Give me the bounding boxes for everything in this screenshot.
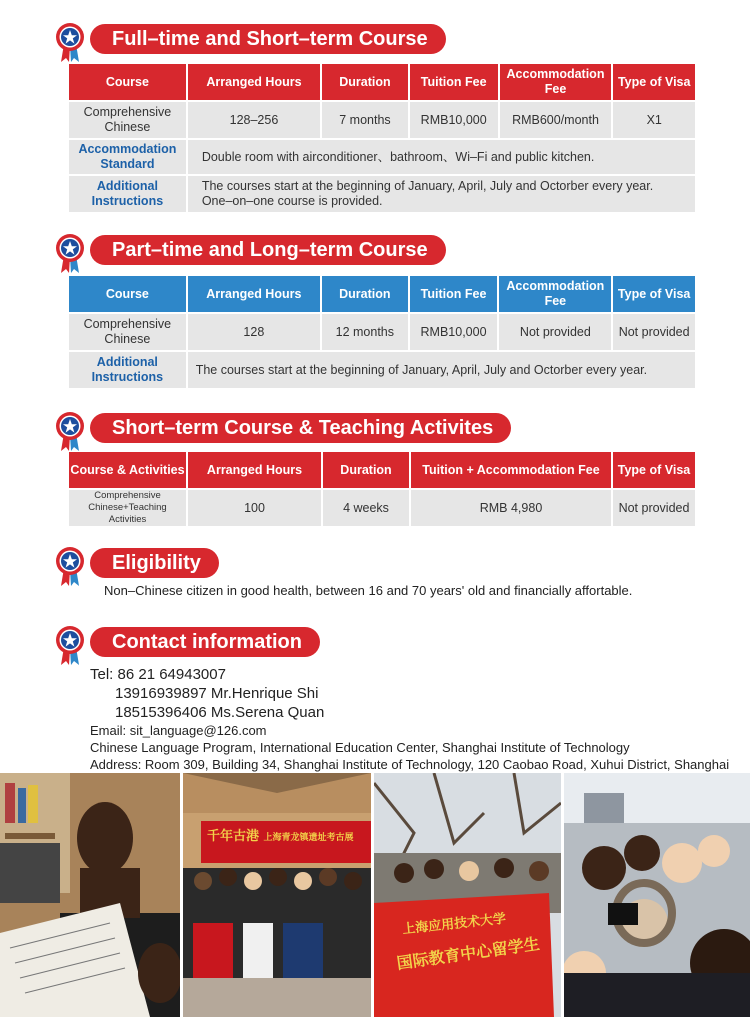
table-cell: RMB 4,980	[411, 490, 611, 526]
section-title: Short–term Course & Teaching Activites	[90, 413, 511, 443]
table-cell: Not provided	[613, 314, 695, 350]
header-cell: Type of Visa	[613, 452, 695, 488]
section-title: Contact information	[90, 627, 320, 657]
tel-number: 18515396406 Ms.Serena Quan	[115, 704, 325, 721]
star-ribbon-icon	[55, 625, 85, 665]
header-cell: Duration	[323, 452, 409, 488]
photo-group-flag-image	[374, 773, 561, 1017]
table-cell: Comprehensive Chinese	[69, 102, 186, 138]
additional-line: The courses start at the beginning of January, April, July and Octorber every year.	[201, 179, 654, 193]
photo-group-flag	[374, 773, 561, 1017]
table-cell: 128	[188, 314, 320, 350]
banner-title-main: 千年古港	[207, 829, 260, 844]
star-ribbon-icon	[55, 22, 85, 62]
address-line: Address: Room 309, Building 34, Shanghai Institute of Technology, 120 Caobao Road, Xuhui District, Shanghai	[90, 757, 730, 772]
photo-student-reading	[0, 773, 180, 1017]
photo-student-reading-image	[0, 773, 180, 1017]
table-row	[69, 176, 695, 212]
photo-strip	[0, 773, 750, 1017]
star-ribbon-icon	[55, 411, 85, 451]
header-cell: Tuition + Accommodation Fee	[411, 452, 611, 488]
flag-text-line2: 国际教育中心留学生	[395, 934, 541, 973]
header-cell: Accommodation Fee	[500, 64, 612, 100]
flag-text-line1: 上海应用技术大学	[401, 911, 507, 938]
email-line: Email: sit_language@126.com	[90, 723, 267, 738]
table-cell: X1	[613, 102, 695, 138]
program-line: Chinese Language Program, International Education Center, Shanghai Institute of Technology	[90, 740, 630, 755]
eligibility-text: Non–Chinese citizen in good health, between 16 and 70 years' old and financially affortable.	[104, 583, 633, 598]
additional-label: Additional Instructions	[69, 176, 186, 212]
table-cell: RMB10,000	[410, 314, 498, 350]
table-cell: 12 months	[322, 314, 408, 350]
additional-line: One–on–one course is provided.	[201, 194, 383, 208]
table-row	[69, 314, 695, 350]
table-row	[69, 490, 695, 526]
photo-group-banner-image	[183, 773, 371, 1017]
header-cell: Accommodation Fee	[499, 276, 611, 312]
header-cell: Type of Visa	[613, 276, 695, 312]
table-cell: RMB10,000	[410, 102, 498, 138]
table-row	[69, 352, 695, 388]
table-cell: 7 months	[322, 102, 408, 138]
table-cell: Comprehensive Chinese	[69, 314, 186, 350]
header-cell: Arranged Hours	[188, 64, 320, 100]
table-cell: RMB600/month	[500, 102, 612, 138]
table-cell: 128–256	[188, 102, 320, 138]
table-cell: Not provided	[613, 490, 695, 526]
additional-text	[188, 176, 695, 212]
photo-selfie-group-image	[564, 773, 750, 1017]
header-cell: Course & Activities	[69, 452, 186, 488]
header-cell: Course	[69, 64, 186, 100]
short-term-table	[67, 450, 697, 528]
table-row	[69, 140, 695, 174]
contact-block	[90, 665, 729, 773]
header-cell: Arranged Hours	[188, 276, 320, 312]
banner-title-sub: 上海青龙镇遗址考古展	[263, 833, 354, 843]
section-title: Full–time and Short–term Course	[90, 24, 446, 54]
table-header-row	[69, 452, 695, 488]
header-cell: Duration	[322, 64, 408, 100]
header-cell: Tuition Fee	[410, 64, 498, 100]
part-time-table	[67, 274, 697, 390]
table-cell: Not provided	[499, 314, 611, 350]
full-time-table	[67, 62, 697, 214]
star-ribbon-icon	[55, 233, 85, 273]
photo-group-banner	[183, 773, 371, 1017]
section-title: Part–time and Long–term Course	[90, 235, 446, 265]
table-row	[69, 102, 695, 138]
section-title: Eligibility	[90, 548, 219, 578]
table-header-row	[69, 64, 695, 100]
table-header-row	[69, 276, 695, 312]
header-cell: Course	[69, 276, 186, 312]
accommodation-text: Double room with airconditioner、bathroom、Wi–Fi and public kitchen.	[188, 140, 695, 174]
tel-number: 86 21 64943007	[117, 666, 226, 683]
header-cell: Duration	[322, 276, 408, 312]
banner-title	[207, 825, 354, 844]
table-cell: 4 weeks	[323, 490, 409, 526]
additional-label: Additional Instructions	[69, 352, 186, 388]
star-ribbon-icon	[55, 546, 85, 586]
tel-line	[90, 665, 729, 684]
table-cell: 100	[188, 490, 321, 526]
tel-label: Tel:	[90, 666, 114, 683]
header-cell: Arranged Hours	[188, 452, 321, 488]
header-cell: Type of Visa	[613, 64, 695, 100]
table-cell: Comprehensive Chinese+Teaching Activities	[69, 490, 186, 526]
accommodation-label: Accommodation Standard	[69, 140, 186, 174]
additional-text: The courses start at the beginning of January, April, July and Octorber every year.	[188, 352, 695, 388]
header-cell: Tuition Fee	[410, 276, 498, 312]
photo-selfie-group	[564, 773, 750, 1017]
tel-number: 13916939897 Mr.Henrique Shi	[115, 685, 319, 702]
